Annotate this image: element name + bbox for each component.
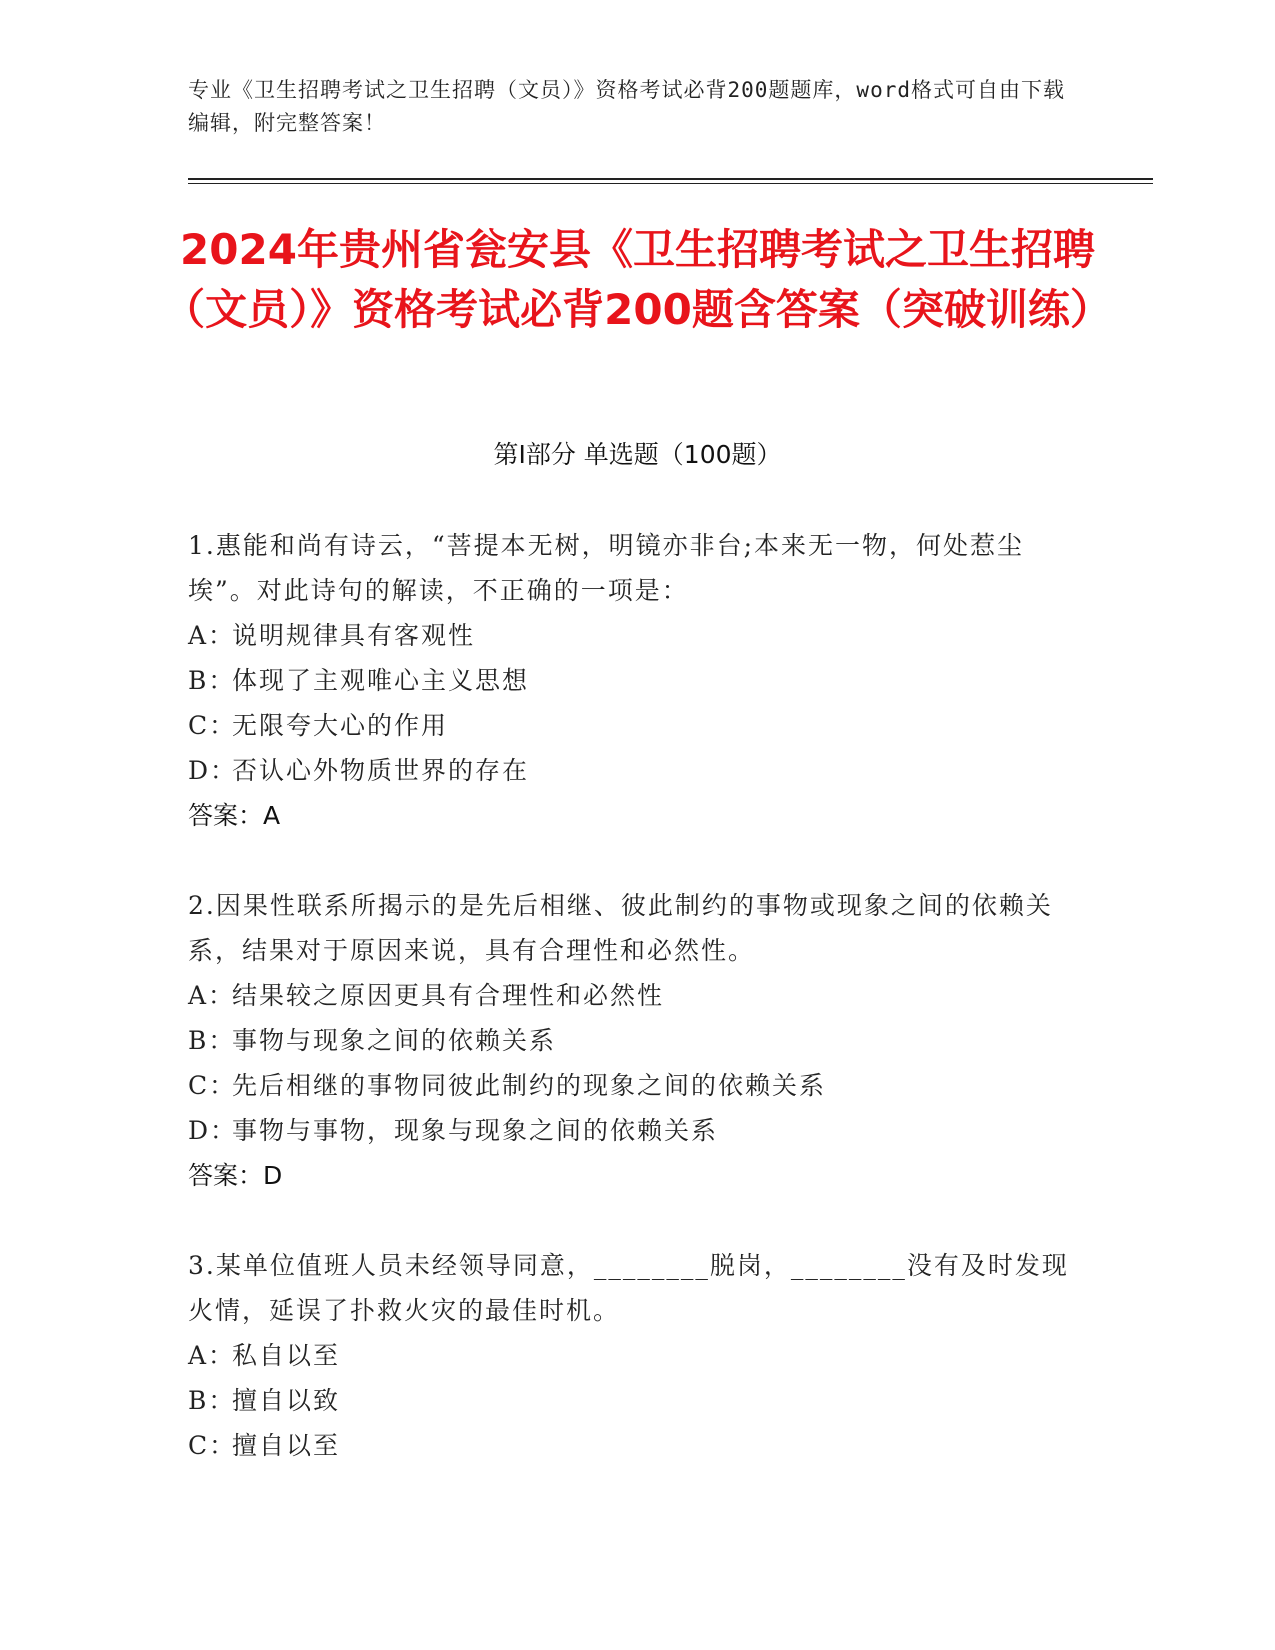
option-letter: C： — [188, 1431, 237, 1460]
answer-line: 答案：D — [188, 1161, 283, 1190]
option-text: 擅自以至 — [232, 1431, 341, 1460]
question-1 — [188, 523, 1088, 838]
option-a — [188, 1333, 1088, 1378]
option-text: 擅自以致 — [232, 1386, 341, 1415]
question-stem: 2.因果性联系所揭示的是先后相继、彼此制约的事物或现象之间的依赖关系，结果对于原因来说，具有合理性和必然性。 — [188, 891, 1053, 965]
option-letter: D： — [188, 1116, 238, 1145]
option-d — [188, 748, 1088, 793]
option-text: 先后相继的事物同彼此制约的现象之间的依赖关系 — [232, 1071, 827, 1100]
option-text: 否认心外物质世界的存在 — [232, 756, 530, 785]
option-c — [188, 703, 1088, 748]
question-stem: 3.某单位值班人员未经领导同意，________脱岗，________没有及时发现火情，延误了扑救火灾的最佳时机。 — [188, 1251, 1069, 1325]
option-c — [188, 1423, 1088, 1468]
option-c — [188, 1063, 1088, 1108]
document-title: 2024年贵州省瓮安县《卫生招聘考试之卫生招聘（文员）》资格考试必背200题含答案（突破训练） — [163, 225, 1112, 334]
answer-line: 答案：A — [188, 801, 281, 830]
option-b — [188, 1018, 1088, 1063]
option-letter: B： — [188, 1386, 236, 1415]
option-letter: D： — [188, 756, 238, 785]
header-note: 专业《卫生招聘考试之卫生招聘（文员）》资格考试必背200题题库，word格式可自由下载编辑，附完整答案！ — [188, 78, 1065, 135]
option-d — [188, 1108, 1088, 1153]
option-b — [188, 658, 1088, 703]
option-text: 事物与事物，现象与现象之间的依赖关系 — [232, 1116, 719, 1145]
option-text: 体现了主观唯心主义思想 — [232, 666, 530, 695]
question-stem: 1.惠能和尚有诗云，“菩提本无树，明镜亦非台;本来无一物，何处惹尘埃”。对此诗句的解读，不正确的一项是： — [188, 531, 1025, 605]
question-3 — [188, 1243, 1088, 1468]
option-letter: C： — [188, 711, 237, 740]
option-letter: B： — [188, 666, 236, 695]
option-letter: B： — [188, 1026, 236, 1055]
option-text: 无限夸大心的作用 — [232, 711, 449, 740]
option-text: 说明规律具有客观性 — [232, 621, 476, 650]
section-heading: 第I部分 单选题（100题） — [493, 440, 782, 469]
option-a — [188, 613, 1088, 658]
option-letter: A： — [188, 981, 236, 1010]
option-text: 结果较之原因更具有合理性和必然性 — [232, 981, 665, 1010]
option-letter: A： — [188, 1341, 236, 1370]
option-letter: C： — [188, 1071, 237, 1100]
option-text: 私自以至 — [232, 1341, 341, 1370]
header-rule-thick — [188, 178, 1153, 180]
option-letter: A： — [188, 621, 236, 650]
option-b — [188, 1378, 1088, 1423]
question-2 — [188, 883, 1088, 1198]
option-text: 事物与现象之间的依赖关系 — [232, 1026, 557, 1055]
option-a — [188, 973, 1088, 1018]
header-rule-thin — [188, 183, 1153, 184]
